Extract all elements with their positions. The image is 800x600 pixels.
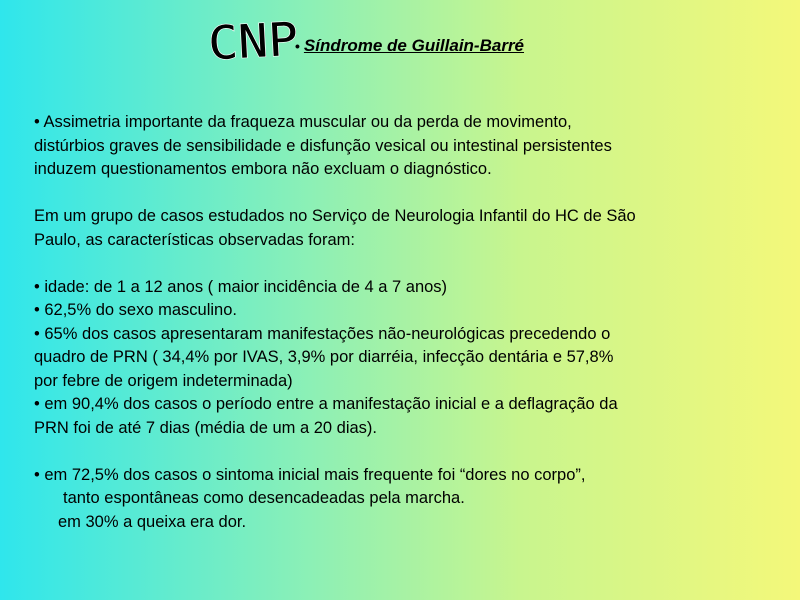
- title-bullet: •: [295, 38, 300, 54]
- list-line: • 65% dos casos apresentaram manifestações não-neurológicas precedendo o: [34, 324, 611, 343]
- list-line: • idade: de 1 a 12 anos ( maior incidência de 4 a 7 anos): [34, 277, 448, 296]
- slide-body: [34, 111, 774, 534]
- para3-line: em 30% a queixa era dor.: [58, 512, 247, 531]
- para2-line: Em um grupo de casos estudados no Serviço de Neurologia Infantil do HC de São: [34, 207, 636, 225]
- para1-line: distúrbios graves de sensibilidade e disfunção vesical ou intestinal persistentes: [34, 136, 612, 155]
- para1-line: • Assimetria importante da fraqueza muscular ou da perda de movimento,: [34, 113, 572, 131]
- list-line: • 62,5% do sexo masculino.: [34, 301, 237, 319]
- para1-line: induzem questionamentos embora não excluam o diagnóstico.: [34, 160, 492, 178]
- para3-line: • em 72,5% dos casos o sintoma inicial mais frequente foi “dores no corpo”,: [34, 465, 586, 484]
- list-line: PRN foi de até 7 dias (média de um a 20 dias).: [34, 418, 378, 437]
- list-line: por febre de origem indeterminada): [34, 371, 293, 390]
- para2-line: Paulo, as características observadas foram:: [34, 230, 355, 249]
- list-line: quadro de PRN ( 34,4% por IVAS, 3,9% por diarréia, infecção dentária e 57,8%: [34, 348, 614, 366]
- cnp-logo-text: CNP: [206, 12, 293, 70]
- cnp-logo: [206, 10, 302, 70]
- slide-title: [295, 36, 524, 56]
- list-line: • em 90,4% dos casos o período entre a manifestação inicial e a deflagração da: [34, 395, 618, 413]
- para3-line: tanto espontâneas como desencadeadas pela marcha.: [63, 489, 465, 507]
- title-text: Síndrome de Guillain-Barré: [303, 36, 525, 55]
